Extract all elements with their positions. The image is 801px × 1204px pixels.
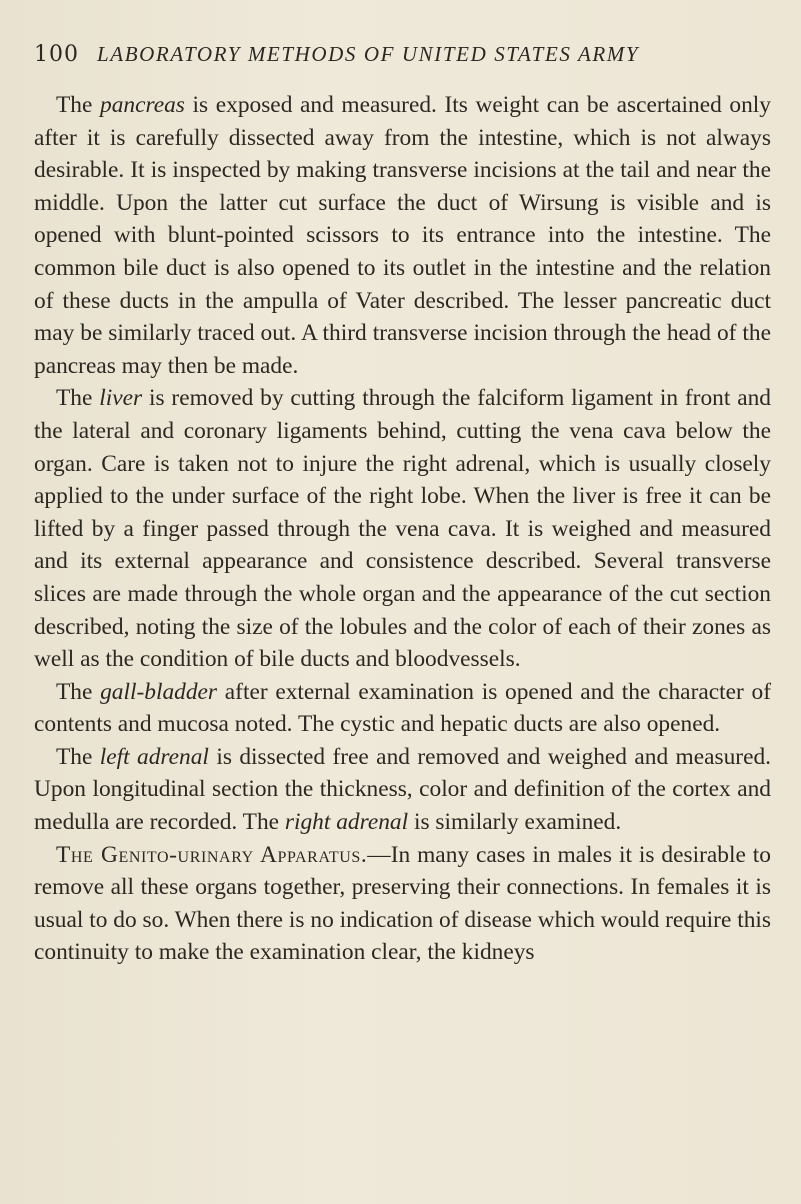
paragraph-text: —In many cases in males it is desirable to remove all these organs together, preserving their connections. In females it is usual to do so. When there is no indication of disease which would require this continuity to make the examination clear, the kidneys	[34, 841, 771, 966]
page-number: 100	[34, 42, 79, 67]
organ-term-right-adrenal: right adrenal	[284, 809, 409, 836]
paragraph-adrenals	[34, 741, 771, 839]
paragraph-liver	[34, 382, 771, 675]
organ-term-liver: liver	[99, 385, 143, 412]
paragraph-text: is dissected free and removed and weighed and measured. Upon longitudinal section the thickness, color and definition of the cortex and medulla are recorded. The	[34, 743, 771, 836]
paragraph-text: after external examination is opened and the character of contents and mucosa noted. The cystic and hepatic ducts are also opened.	[34, 678, 771, 738]
page-header	[34, 42, 771, 67]
paragraph-text: is removed by cutting through the falciform ligament in front and the lateral and coronary ligaments behind, cutting the vena cava below the organ. Care is taken not to injure the right adrenal, which is usually closely applied to the under surface of the right lobe. When the liver is free it can be lifted by a finger passed through the vena cava. It is weighed and measured and its external appearance and consistence described. Several transverse slices are made through the whole organ and the appearance of the cut section described, noting the size of the lobules and the color of each of their zones as well as the condition of bile ducts and bloodvessels.	[34, 385, 771, 673]
paragraph-pancreas	[34, 89, 771, 382]
paragraph-lead: The	[56, 743, 100, 770]
organ-term-gall-bladder: gall-bladder	[100, 678, 218, 705]
paragraph-genito-urinary	[34, 839, 771, 969]
section-heading: The Genito-urinary Apparatus.	[56, 841, 368, 868]
paragraph-lead: The	[56, 92, 100, 118]
paragraph-gall-bladder	[34, 676, 771, 741]
paragraph-lead: The	[56, 385, 100, 412]
paragraph-text: is exposed and measured. Its weight can be ascertained only after it is carefully dissected away from the intestine, which is not always desirable. It is inspected by making transverse incisions at the tail and near the middle. Upon the latter cut surface the duct of Wirsung is visible and is opened with blunt-pointed scissors to its entrance into the intestine. The common bile duct is also opened to its outlet in the intestine and the relation of these ducts in the ampulla of Vater described. The lesser pancreatic duct may be similarly traced out. A third transverse incision through the head of the pancreas may then be made.	[34, 92, 771, 379]
body-text	[34, 89, 771, 969]
organ-term-pancreas: pancreas	[100, 92, 185, 118]
paragraph-lead: The	[56, 678, 101, 705]
paragraph-text-end: is similarly examined.	[408, 809, 622, 836]
running-title: LABORATORY METHODS OF UNITED STATES ARMY	[97, 42, 640, 66]
organ-term-left-adrenal: left adrenal	[99, 743, 209, 770]
